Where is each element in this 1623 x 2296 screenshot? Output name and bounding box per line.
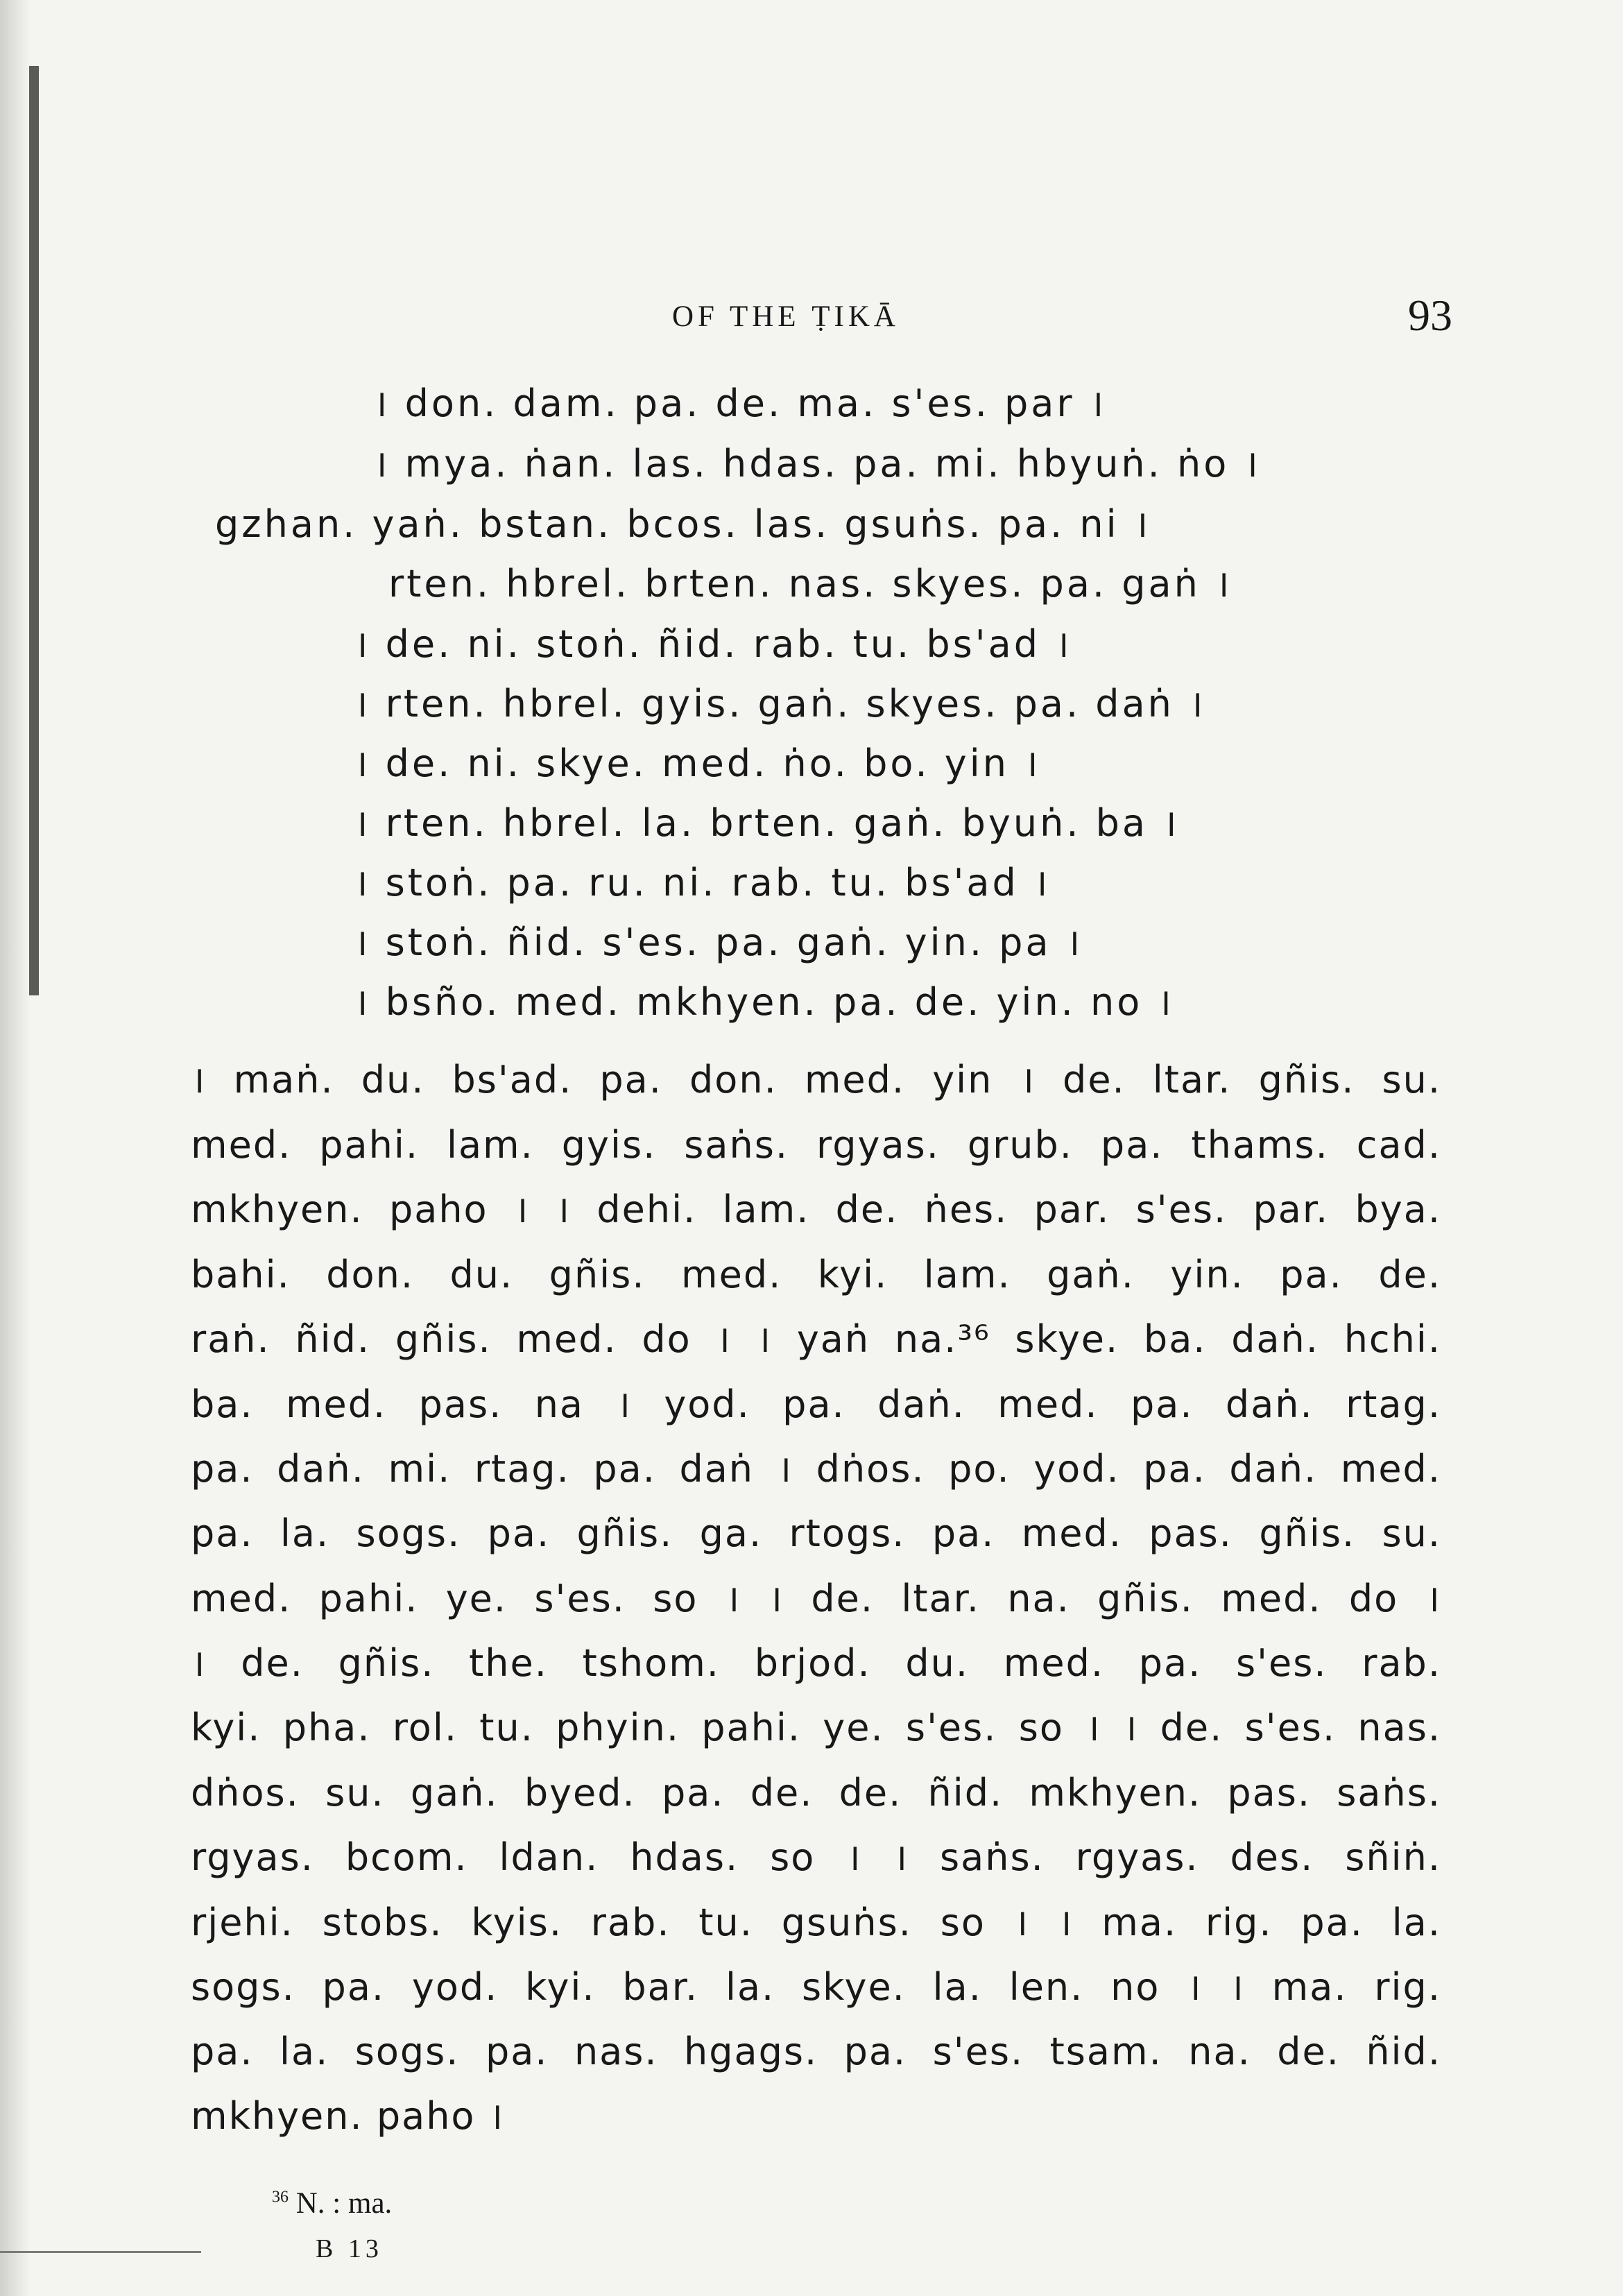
prose-line: mkhyen. paho । xyxy=(191,2094,505,2138)
footnote xyxy=(272,2186,392,2220)
prose-line: । maṅ. du. bs'ad. pa. don. med. yin । de. ltar. gñis. su. xyxy=(191,1058,1441,1102)
verse-line: । stoṅ. pa. ru. ni. rab. tu. bs'ad । xyxy=(354,861,1051,905)
footnote-number: 36 xyxy=(272,2188,289,2207)
prose-line: med. pahi. lam. gyis. saṅs. rgyas. grub. pa. thams. cad. xyxy=(191,1123,1441,1167)
verse-line: । rten. hbrel. gyis. gaṅ. skyes. pa. daṅ । xyxy=(354,682,1206,726)
verse-line: । de. ni. skye. med. ṅo. bo. yin । xyxy=(354,742,1041,785)
prose-line: pa. daṅ. mi. rtag. pa. daṅ । dṅos. po. yod. pa. daṅ. med. xyxy=(191,1447,1441,1491)
prose-line: sogs. pa. yod. kyi. bar. la. skye. la. len. no । । ma. rig. xyxy=(191,1965,1441,2009)
page-number: 93 xyxy=(1408,291,1452,340)
verse-line: । don. dam. pa. de. ma. s'es. par । xyxy=(373,382,1107,425)
prose-line: mkhyen. paho । । dehi. lam. de. ṅes. par. s'es. par. bya. xyxy=(191,1188,1441,1231)
verse-line: । stoṅ. ñid. s'es. pa. gaṅ. yin. pa । xyxy=(354,920,1083,964)
prose-line: rjehi. stobs. kyis. rab. tu. gsuṅs. so । । ma. rig. pa. la. xyxy=(191,1901,1441,1944)
prose-line: raṅ. ñid. gñis. med. do । । yaṅ na.³⁶ skye. ba. daṅ. hchi. xyxy=(191,1317,1441,1361)
prose-line: pa. la. sogs. pa. nas. hgags. pa. s'es. tsam. na. de. ñid. xyxy=(191,2030,1441,2073)
verse-line: । mya. ṅan. las. hdas. pa. mi. hbyuṅ. ṅo । xyxy=(373,442,1261,486)
prose-line: ba. med. pas. na । yod. pa. daṅ. med. pa. daṅ. rtag. xyxy=(191,1382,1441,1426)
prose-line: kyi. pha. rol. tu. phyin. pahi. ye. s'es. so । । de. s'es. nas. xyxy=(191,1706,1441,1749)
prose-line: dṅos. su. gaṅ. byed. pa. de. de. ñid. mkhyen. pas. saṅs. xyxy=(191,1771,1441,1815)
running-head: OF THE ṬIKĀ xyxy=(672,300,900,333)
footnote-text: N. : ma. xyxy=(295,2187,393,2220)
prose-line: bahi. don. du. gñis. med. kyi. lam. gaṅ. yin. pa. de. xyxy=(191,1253,1441,1296)
verse-line: । de. ni. stoṅ. ñid. rab. tu. bs'ad । xyxy=(354,622,1072,666)
verse-line: rten. hbrel. brten. nas. skyes. pa. gaṅ । xyxy=(388,562,1233,606)
verse-line: । rten. hbrel. la. brten. gaṅ. byuṅ. ba । xyxy=(354,801,1180,845)
prose-line: med. pahi. ye. s'es. so । । de. ltar. na. gñis. med. do । xyxy=(191,1577,1441,1620)
scan-bottom-edge xyxy=(0,2251,201,2253)
prose-line: rgyas. bcom. ldan. hdas. so । । saṅs. rgyas. des. sñiṅ. xyxy=(191,1835,1441,1879)
prose-line: । de. gñis. the. tshom. brjod. du. med. pa. s'es. rab. xyxy=(191,1641,1441,1685)
scan-page-edge xyxy=(0,0,31,2296)
scan-binding-shadow xyxy=(29,66,39,995)
signature-mark: B 13 xyxy=(316,2234,383,2263)
prose-line: pa. la. sogs. pa. gñis. ga. rtogs. pa. med. pas. gñis. su. xyxy=(191,1511,1441,1555)
verse-line: gzhan. yaṅ. bstan. bcos. las. gsuṅs. pa. ni । xyxy=(215,502,1151,546)
verse-line: । bsño. med. mkhyen. pa. de. yin. no । xyxy=(354,980,1174,1024)
